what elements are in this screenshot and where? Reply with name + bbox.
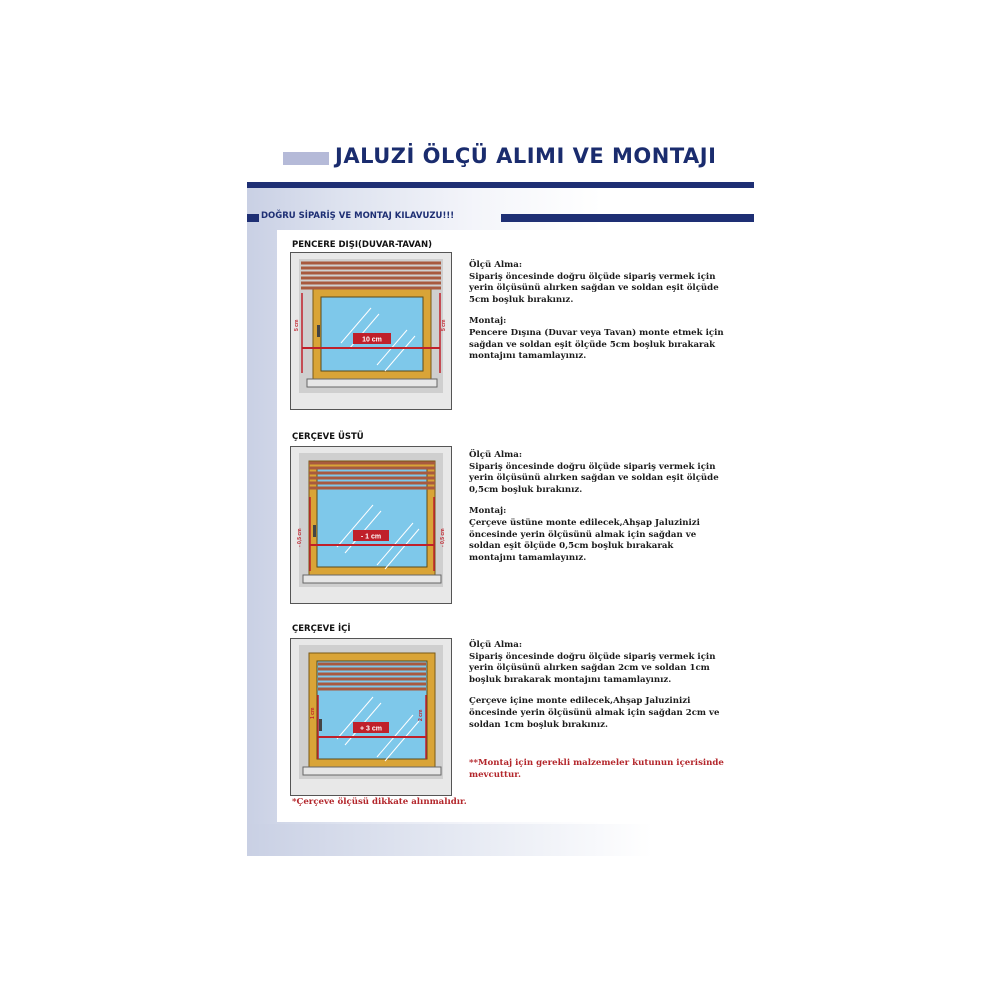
subtitle-accent-right: [501, 214, 754, 222]
title-rule: [247, 182, 754, 188]
olcu-line: yerin ölçüsünü alırken sağdan ve soldan eşit ölçüde: [469, 473, 719, 484]
montaj-line: Pencere Dışına (Duvar veya Tavan) monte etmek için: [469, 327, 724, 338]
right-measure-label: 2 cm: [418, 709, 424, 721]
olcu-label: Ölçü Alma:: [469, 640, 522, 650]
window-outside-illustration: [291, 253, 451, 409]
guide-sheet: [247, 140, 754, 856]
olcu-line: 0,5cm boşluk bırakınız.: [469, 484, 583, 495]
olcu-line: 5cm boşluk bırakınız.: [469, 294, 574, 305]
montaj-label: Montaj:: [469, 506, 507, 517]
center-measure-label: + 3 cm: [360, 725, 382, 733]
montaj-line: montajını tamamlayınız.: [469, 552, 587, 563]
montaj-line: sağdan ve soldan eşit ölçüde 5cm boşluk bırakarak: [469, 339, 716, 350]
olcu-label: Ölçü Alma:: [469, 450, 522, 460]
window-inside-illustration: [291, 639, 451, 795]
note-line: **Montaj için gerekli malzemeler kutunun içerisinde: [469, 758, 724, 768]
materials-note: [469, 758, 739, 781]
olcu-line: Sipariş öncesinde doğru ölçüde sipariş vermek için: [469, 461, 716, 472]
page-subtitle: DOĞRU SİPARİŞ VE MONTAJ KILAVUZU!!!: [261, 211, 455, 221]
subtitle-accent-left: [247, 214, 259, 222]
section-text-frame-top: [469, 450, 739, 564]
left-measure-label: - 0,5 cm: [297, 528, 303, 547]
olcu-label: Ölçü Alma:: [469, 260, 522, 270]
olcu-line: yerin ölçüsünü alırken sağdan 2cm ve soldan 1cm: [469, 663, 710, 674]
figure-outside-mount: [290, 252, 452, 410]
left-measure-label: 1 cm: [310, 707, 316, 719]
olcu-line: Sipariş öncesinde doğru ölçüde sipariş vermek için: [469, 651, 716, 662]
frame-footnote: *Çerçeve ölçüsü dikkate alınmalıdır.: [292, 797, 467, 807]
page-title: JALUZİ ÖLÇÜ ALIMI VE MONTAJI: [335, 144, 717, 168]
montaj-label: Montaj:: [469, 316, 507, 327]
right-measure-label: - 0,5 cm: [440, 528, 446, 547]
montaj-line: Çerçeve üstüne monte edilecek,Ahşap Jaluzinizi: [469, 517, 700, 528]
note-line: mevcuttur.: [469, 769, 521, 780]
title-accent-bar: [283, 152, 329, 165]
figure-frame-top-mount: [290, 446, 452, 604]
right-measure-label: 5 cm: [441, 319, 447, 331]
olcu-line: yerin ölçüsünü alırken sağdan ve soldan eşit ölçüde: [469, 283, 719, 294]
section-text-outside: [469, 260, 739, 363]
bottom-band: [247, 824, 754, 856]
olcu-line: boşluk bırakarak montajını tamamlayınız.: [469, 674, 672, 685]
center-measure-label: 10 cm: [362, 336, 382, 344]
section-text-inside: [469, 640, 739, 731]
montaj-line: montajını tamamlayınız.: [469, 351, 587, 362]
montaj-line: soldan eşit ölçüde 0,5cm boşluk bırakarak: [469, 541, 674, 552]
section-heading-inside: ÇERÇEVE İÇİ: [292, 624, 351, 634]
left-measure-label: 5 cm: [294, 319, 300, 331]
montaj-line: soldan 1cm boşluk bırakınız.: [469, 719, 608, 730]
section-heading-frame-top: ÇERÇEVE ÜSTÜ: [292, 432, 364, 442]
montaj-line: öncesinde yerin ölçüsünü almak için sağdan ve: [469, 529, 697, 540]
montaj-line: öncesinde yerin ölçüsünü almak için sağdan 2cm ve: [469, 707, 720, 718]
olcu-line: Sipariş öncesinde doğru ölçüde sipariş vermek için: [469, 271, 716, 282]
window-frame-top-illustration: [291, 447, 451, 603]
center-measure-label: - 1 cm: [360, 533, 382, 541]
section-heading-outside: PENCERE DIŞI(DUVAR-TAVAN): [292, 240, 432, 250]
montaj-line: Çerçeve içine monte edilecek,Ahşap Jaluzinizi: [469, 696, 691, 707]
figure-inside-mount: [290, 638, 452, 796]
